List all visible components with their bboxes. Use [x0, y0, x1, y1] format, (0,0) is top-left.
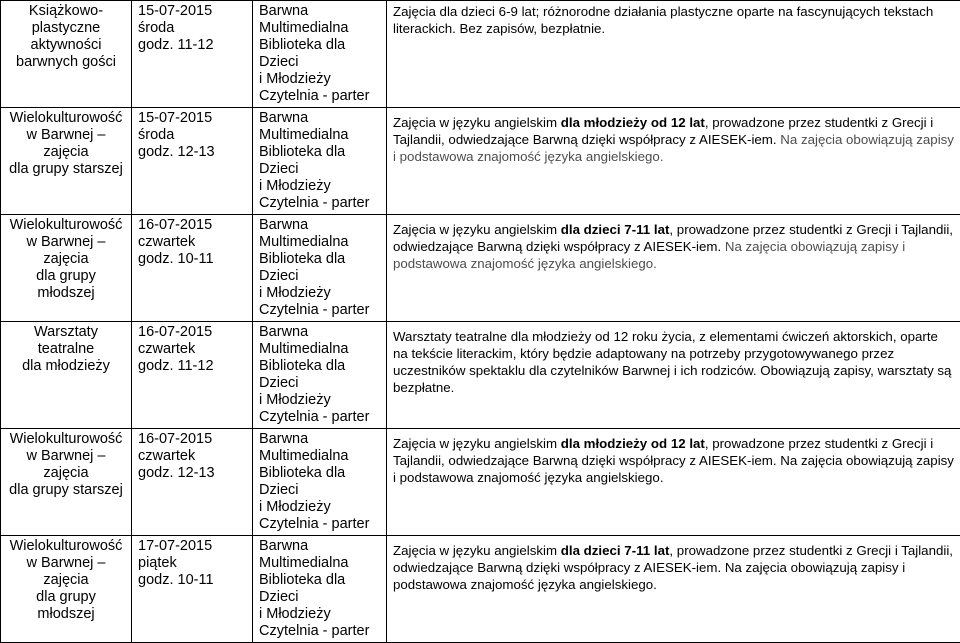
event-day: środa: [138, 20, 246, 37]
event-place-line: i Młodzieży: [259, 71, 380, 88]
event-title-line: Wielokulturowość: [7, 431, 125, 448]
event-place-line: Czytelnia - parter: [259, 409, 380, 426]
event-place-line: Czytelnia - parter: [259, 302, 380, 319]
event-place-line: Biblioteka dla Dzieci: [259, 251, 380, 285]
table-row: [1, 215, 960, 322]
event-place-line: Czytelnia - parter: [259, 623, 380, 640]
event-description-cell: [387, 322, 960, 429]
event-audience: dla dzieci 7-11 lat: [561, 543, 670, 558]
event-title-line: dla młodzieży: [7, 358, 125, 375]
event-description-cell: [387, 429, 960, 536]
event-place-line: Multimedialna: [259, 448, 380, 465]
event-registration-note: Na zajęcia obowiązują zapisy i podstawowa znajomość języka angielskiego.: [393, 132, 954, 164]
event-day: środa: [138, 127, 246, 144]
event-title-cell: [1, 1, 132, 108]
event-title-cell: [1, 322, 132, 429]
event-place-line: Czytelnia - parter: [259, 195, 380, 212]
event-place-cell: [253, 536, 387, 643]
event-time: godz. 11-12: [138, 37, 246, 54]
event-title-cell: [1, 215, 132, 322]
event-title-cell: [1, 108, 132, 215]
event-place-line: Barwna: [259, 110, 380, 127]
event-description: Warsztaty teatralne dla młodzieży od 12 roku życia, z elementami ćwiczeń aktorskich, oparte na tekście literackim, który będzie adaptowany na potrzeby przygotowywanego przez uczestników spektaklu dla czytelników Barwnej i ich rodziców. Obowiązują zapisy, warsztaty są bezpłatne.: [393, 329, 951, 395]
table-row: [1, 429, 960, 536]
event-title-line: dla grupy młodszej: [7, 268, 125, 302]
event-place-line: Barwna: [259, 217, 380, 234]
event-place-line: Multimedialna: [259, 234, 380, 251]
event-date-cell: [132, 322, 253, 429]
event-date: 15-07-2015: [138, 3, 246, 20]
event-title-cell: [1, 429, 132, 536]
event-place-line: Barwna: [259, 324, 380, 341]
event-date-cell: [132, 536, 253, 643]
event-description: , prowadzone przez studentki z Grecji i Tajlandii, odwiedzające Barwną dzięki współpracy z AIESEK-iem. Na zajęcia obowiązują zapisy i podstawowa znajomość języka angielskiego.: [393, 436, 954, 485]
event-description: , prowadzone przez studentki z Grecji i Tajlandii, odwiedzające Barwną dzięki współpracy z AIESEK-iem.: [393, 222, 953, 254]
event-place-line: Biblioteka dla Dzieci: [259, 358, 380, 392]
event-place-cell: [253, 1, 387, 108]
event-day: czwartek: [138, 234, 246, 251]
event-place-line: Barwna: [259, 431, 380, 448]
event-description: Zajęcia w języku angielskim: [393, 436, 561, 451]
event-place-line: i Młodzieży: [259, 499, 380, 516]
event-place-cell: [253, 322, 387, 429]
event-date-cell: [132, 215, 253, 322]
event-description-cell: [387, 215, 960, 322]
event-place-line: i Młodzieży: [259, 285, 380, 302]
table-row: [1, 536, 960, 643]
event-place-cell: [253, 108, 387, 215]
table-row: [1, 1, 960, 108]
event-description: Zajęcia w języku angielskim: [393, 222, 561, 237]
event-title-line: Wielokulturowość: [7, 217, 125, 234]
event-place-line: Czytelnia - parter: [259, 516, 380, 533]
event-time: godz. 12-13: [138, 144, 246, 161]
event-title-line: w Barwnej – zajęcia: [7, 127, 125, 161]
table-row: [1, 108, 960, 215]
event-place-line: i Młodzieży: [259, 606, 380, 623]
event-description-cell: [387, 536, 960, 643]
event-time: godz. 10-11: [138, 251, 246, 268]
event-title-line: dla grupy młodszej: [7, 589, 125, 623]
event-place-line: Biblioteka dla Dzieci: [259, 144, 380, 178]
event-audience: dla dzieci 7-11 lat: [561, 222, 670, 237]
event-place-line: Barwna: [259, 538, 380, 555]
event-description: , prowadzone przez studentki z Grecji i Tajlandii, odwiedzające Barwną dzięki współpracy z AIESEK-iem. Na zajęcia obowiązują zapisy i podstawowa znajomość języka angielskiego.: [393, 543, 953, 592]
event-title-line: Wielokulturowość: [7, 110, 125, 127]
event-date: 17-07-2015: [138, 538, 246, 555]
event-time: godz. 12-13: [138, 465, 246, 482]
event-date: 16-07-2015: [138, 431, 246, 448]
event-title-line: dla grupy starszej: [7, 482, 125, 499]
event-description: Zajęcia w języku angielskim: [393, 115, 561, 130]
event-title-cell: [1, 536, 132, 643]
event-place-line: Biblioteka dla Dzieci: [259, 572, 380, 606]
event-registration-note: Na zajęcia obowiązują zapisy i podstawowa znajomość języka angielskiego.: [393, 239, 905, 271]
event-title-line: Wielokulturowość: [7, 538, 125, 555]
event-place-line: Multimedialna: [259, 555, 380, 572]
event-time: godz. 11-12: [138, 358, 246, 375]
event-place-line: i Młodzieży: [259, 178, 380, 195]
event-title-line: w Barwnej – zajęcia: [7, 448, 125, 482]
event-description-cell: [387, 1, 960, 108]
event-place-line: Biblioteka dla Dzieci: [259, 465, 380, 499]
event-audience: dla młodzieży od 12 lat: [561, 436, 705, 451]
table-row: [1, 322, 960, 429]
event-day: czwartek: [138, 341, 246, 358]
event-description: Zajęcia dla dzieci 6-9 lat; różnorodne działania plastyczne oparte na fascynujących tekstach literackich. Bez zapisów, bezpłatnie.: [393, 4, 933, 36]
event-description: Zajęcia w języku angielskim: [393, 543, 561, 558]
event-description-cell: [387, 108, 960, 215]
event-place-line: Multimedialna: [259, 127, 380, 144]
event-date-cell: [132, 429, 253, 536]
event-title-line: Książkowo-: [7, 3, 125, 20]
event-date: 15-07-2015: [138, 110, 246, 127]
event-place-line: Biblioteka dla Dzieci: [259, 37, 380, 71]
event-day: piątek: [138, 555, 246, 572]
event-place-line: i Młodzieży: [259, 392, 380, 409]
event-place-cell: [253, 429, 387, 536]
event-title-line: aktywności: [7, 37, 125, 54]
event-date: 16-07-2015: [138, 324, 246, 341]
event-title-line: barwnych gości: [7, 54, 125, 71]
event-title-line: plastyczne: [7, 20, 125, 37]
event-audience: dla młodzieży od 12 lat: [561, 115, 705, 130]
event-title-line: w Barwnej – zajęcia: [7, 234, 125, 268]
event-title-line: Warsztaty teatralne: [7, 324, 125, 358]
event-date: 16-07-2015: [138, 217, 246, 234]
event-place-line: Multimedialna: [259, 341, 380, 358]
event-title-line: w Barwnej – zajęcia: [7, 555, 125, 589]
event-description: , prowadzone przez studentki z Grecji i Tajlandii, odwiedzające Barwną dzięki współpracy z AIESEK-iem.: [393, 115, 933, 147]
event-place-line: Czytelnia - parter: [259, 88, 380, 105]
event-title-line: dla grupy starszej: [7, 161, 125, 178]
event-date-cell: [132, 108, 253, 215]
event-place-line: Multimedialna: [259, 20, 380, 37]
event-place-line: Barwna: [259, 3, 380, 20]
event-time: godz. 10-11: [138, 572, 246, 589]
event-day: czwartek: [138, 448, 246, 465]
event-date-cell: [132, 1, 253, 108]
event-place-cell: [253, 215, 387, 322]
